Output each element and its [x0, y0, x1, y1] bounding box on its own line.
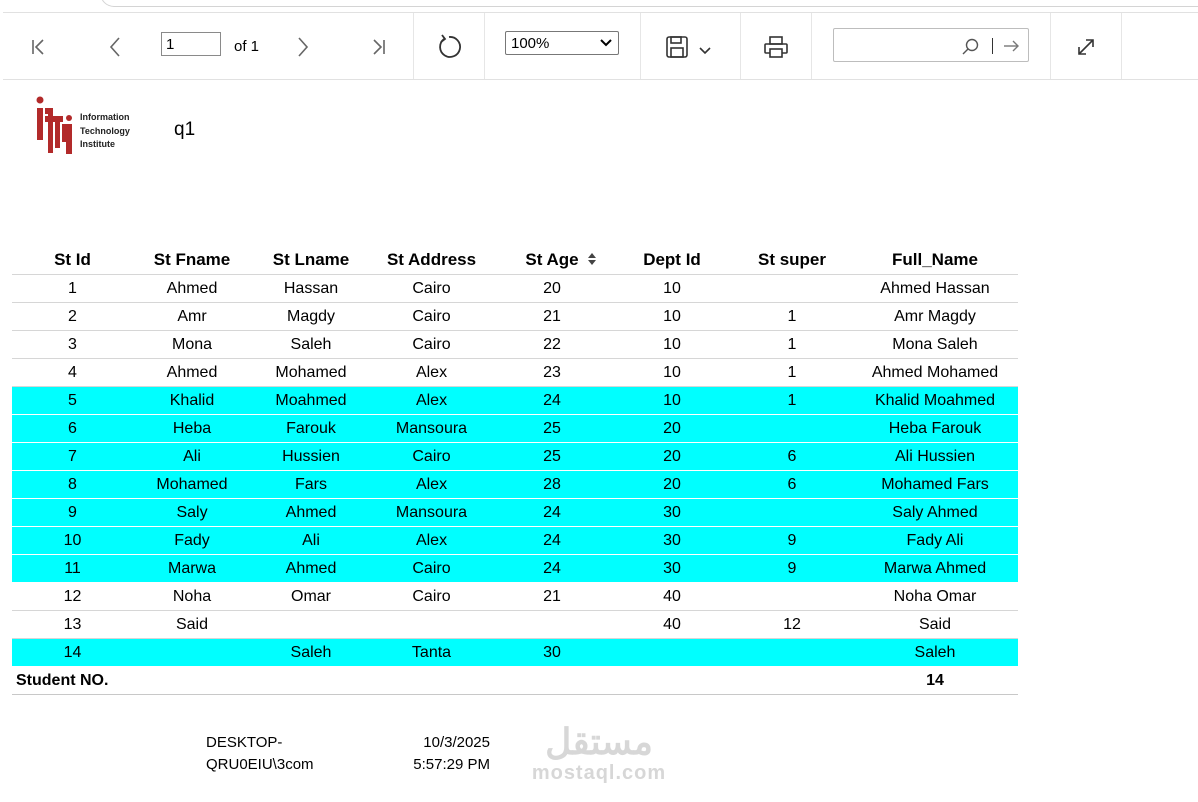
student-count-value: 14 — [852, 667, 1018, 695]
table-row[interactable] — [12, 471, 1018, 499]
computer-name — [206, 732, 314, 776]
cell-st-age: 24 — [492, 527, 612, 555]
table-row[interactable] — [12, 303, 1018, 331]
cell-st-id: 14 — [12, 639, 133, 667]
cell-st-age: 24 — [492, 499, 612, 527]
cell-st-id: 3 — [12, 331, 133, 359]
cell-st-age: 25 — [492, 443, 612, 471]
cell-dept-id: 20 — [612, 443, 732, 471]
previous-page-icon — [105, 36, 125, 58]
column-header-full-name[interactable]: Full_Name — [852, 245, 1018, 275]
next-page-icon — [293, 36, 313, 58]
cell-st-lname: Omar — [251, 583, 371, 611]
student-table — [12, 245, 1018, 695]
cell-st-lname: Ahmed — [251, 555, 371, 583]
cell-full-name: Amr Magdy — [852, 303, 1018, 331]
arrow-right-icon[interactable] — [1002, 37, 1022, 55]
logo-line-2: Technology — [80, 125, 130, 136]
cell-st-super: 6 — [732, 471, 852, 499]
cell-st-fname: Amr — [133, 303, 251, 331]
cell-st-lname: Ahmed — [251, 499, 371, 527]
cell-dept-id: 40 — [612, 583, 732, 611]
table-row[interactable] — [12, 583, 1018, 611]
computer-name-line-1: DESKTOP- — [206, 734, 283, 751]
cell-st-lname: Ali — [251, 527, 371, 555]
student-count-label: Student NO. — [12, 667, 251, 695]
mostaql-watermark — [524, 720, 674, 786]
watermark-latin: mostaql.com — [531, 762, 667, 784]
cell-dept-id: 30 — [612, 499, 732, 527]
export-button[interactable] — [665, 33, 717, 61]
cell-st-address: Alex — [371, 527, 492, 555]
run-date: 10/3/2025 — [423, 734, 490, 751]
cell-st-address: Tanta — [371, 639, 492, 667]
first-page-button[interactable] — [25, 33, 53, 61]
cell-full-name: Ali Hussien — [852, 443, 1018, 471]
report-title: q1 — [174, 119, 196, 140]
cell-st-address: Cairo — [371, 583, 492, 611]
cell-st-id: 10 — [12, 527, 133, 555]
cell-st-super: 9 — [732, 555, 852, 583]
cell-dept-id: 10 — [612, 359, 732, 387]
chevron-down-icon — [697, 45, 713, 57]
table-row[interactable] — [12, 499, 1018, 527]
report-toolbar — [3, 12, 1198, 80]
cell-st-address: Cairo — [371, 443, 492, 471]
cell-full-name: Saly Ahmed — [852, 499, 1018, 527]
cell-st-fname: Ali — [133, 443, 251, 471]
cell-st-fname — [133, 639, 251, 667]
cell-full-name: Saleh — [852, 639, 1018, 667]
table-row[interactable] — [12, 611, 1018, 639]
column-header-st-address[interactable]: St Address — [371, 245, 492, 275]
cell-st-super: 1 — [732, 331, 852, 359]
browser-top-edge — [0, 0, 1198, 10]
cell-st-super: 9 — [732, 527, 852, 555]
refresh-icon — [436, 34, 462, 60]
cell-st-address: Alex — [371, 387, 492, 415]
cell-st-id: 5 — [12, 387, 133, 415]
cell-dept-id: 10 — [612, 387, 732, 415]
table-row[interactable] — [12, 331, 1018, 359]
search-icon[interactable] — [961, 37, 981, 57]
cell-st-age: 23 — [492, 359, 612, 387]
cell-st-address — [371, 611, 492, 639]
column-header-st-lname[interactable]: St Lname — [251, 245, 371, 275]
cell-st-age: 20 — [492, 275, 612, 303]
cell-dept-id: 10 — [612, 303, 732, 331]
cell-st-age: 24 — [492, 387, 612, 415]
zoom-value: 100% — [511, 34, 550, 52]
computer-name-line-2: QRU0EIU\3com — [206, 756, 314, 773]
cell-st-id: 4 — [12, 359, 133, 387]
cell-st-lname: Mohamed — [251, 359, 371, 387]
cell-full-name: Mohamed Fars — [852, 471, 1018, 499]
cell-st-age: 25 — [492, 415, 612, 443]
cell-full-name: Fady Ali — [852, 527, 1018, 555]
cell-st-lname: Fars — [251, 471, 371, 499]
cell-st-fname: Noha — [133, 583, 251, 611]
column-header-st-id[interactable]: St Id — [12, 245, 133, 275]
cell-st-super — [732, 275, 852, 303]
column-header-dept-id[interactable]: Dept Id — [612, 245, 732, 275]
cell-st-id: 9 — [12, 499, 133, 527]
cell-st-super — [732, 499, 852, 527]
print-button[interactable] — [761, 32, 791, 62]
previous-page-button[interactable] — [101, 33, 129, 61]
cell-st-super: 1 — [732, 359, 852, 387]
last-page-icon — [368, 37, 388, 57]
cell-full-name: Heba Farouk — [852, 415, 1018, 443]
cell-st-address: Cairo — [371, 331, 492, 359]
print-icon — [763, 35, 789, 59]
cell-full-name: Ahmed Hassan — [852, 275, 1018, 303]
search-box — [833, 28, 1029, 62]
cell-st-id: 12 — [12, 583, 133, 611]
cell-st-fname: Heba — [133, 415, 251, 443]
table-row[interactable] — [12, 359, 1018, 387]
cell-st-super: 6 — [732, 443, 852, 471]
cell-full-name: Noha Omar — [852, 583, 1018, 611]
cell-st-age: 28 — [492, 471, 612, 499]
cell-st-id: 7 — [12, 443, 133, 471]
cell-full-name: Said — [852, 611, 1018, 639]
cell-st-super: 1 — [732, 303, 852, 331]
fullscreen-button[interactable] — [1071, 32, 1101, 62]
cell-st-fname: Marwa — [133, 555, 251, 583]
zoom-select[interactable] — [505, 31, 619, 55]
cell-st-id: 6 — [12, 415, 133, 443]
cell-st-fname: Mohamed — [133, 471, 251, 499]
cell-st-fname: Khalid — [133, 387, 251, 415]
iti-logo — [35, 96, 145, 156]
cell-dept-id: 20 — [612, 415, 732, 443]
cell-dept-id: 10 — [612, 275, 732, 303]
cell-st-address: Cairo — [371, 555, 492, 583]
cell-st-id: 11 — [12, 555, 133, 583]
cell-st-lname: Saleh — [251, 639, 371, 667]
cell-dept-id: 20 — [612, 471, 732, 499]
sort-icon[interactable] — [587, 251, 597, 267]
refresh-button[interactable] — [433, 31, 465, 63]
next-page-button[interactable] — [289, 33, 317, 61]
cell-st-age: 21 — [492, 303, 612, 331]
cell-st-id: 1 — [12, 275, 133, 303]
cell-st-id: 8 — [12, 471, 133, 499]
iti-logo-mark — [35, 96, 77, 156]
cell-full-name: Mona Saleh — [852, 331, 1018, 359]
column-header-st-fname[interactable]: St Fname — [133, 245, 251, 275]
cell-st-fname: Fady — [133, 527, 251, 555]
table-row[interactable] — [12, 443, 1018, 471]
cell-st-lname — [251, 611, 371, 639]
logo-line-1: Information — [80, 112, 130, 122]
cell-dept-id: 40 — [612, 611, 732, 639]
table-row[interactable] — [12, 415, 1018, 443]
cell-st-lname: Moahmed — [251, 387, 371, 415]
run-time: 5:57:29 PM — [413, 756, 490, 773]
cell-st-age — [492, 611, 612, 639]
cell-full-name: Ahmed Mohamed — [852, 359, 1018, 387]
table-row[interactable] — [12, 275, 1018, 303]
table-row[interactable] — [12, 555, 1018, 583]
cell-st-address: Cairo — [371, 303, 492, 331]
cell-st-address: Alex — [371, 471, 492, 499]
cell-st-fname: Ahmed — [133, 275, 251, 303]
cell-st-fname: Said — [133, 611, 251, 639]
cell-full-name: Marwa Ahmed — [852, 555, 1018, 583]
cell-st-fname: Ahmed — [133, 359, 251, 387]
table-header-row — [12, 245, 1018, 275]
chevron-down-icon — [599, 38, 613, 48]
cell-full-name: Khalid Moahmed — [852, 387, 1018, 415]
page-count-label: of 1 — [234, 38, 260, 55]
cell-st-super: 12 — [732, 611, 852, 639]
cell-st-lname: Hussien — [251, 443, 371, 471]
table-row[interactable] — [12, 639, 1018, 667]
cell-st-age: 21 — [492, 583, 612, 611]
column-header-st-super[interactable]: St super — [732, 245, 852, 275]
cell-dept-id: 30 — [612, 527, 732, 555]
cell-st-super — [732, 639, 852, 667]
table-row[interactable] — [12, 387, 1018, 415]
cell-st-address: Mansoura — [371, 499, 492, 527]
fullscreen-icon — [1075, 36, 1097, 58]
run-datetime — [380, 732, 490, 776]
column-header-st-age-label: St Age — [525, 249, 579, 269]
cell-st-super — [732, 583, 852, 611]
table-row[interactable] — [12, 527, 1018, 555]
cell-st-age: 24 — [492, 555, 612, 583]
cell-st-lname: Farouk — [251, 415, 371, 443]
watermark-arabic: مستقل — [545, 721, 653, 762]
cell-st-address: Alex — [371, 359, 492, 387]
logo-line-3: Institute — [80, 139, 115, 149]
cell-st-id: 2 — [12, 303, 133, 331]
column-header-st-age[interactable] — [492, 245, 612, 275]
search-input[interactable] — [838, 33, 960, 59]
table-footer-row — [12, 667, 1018, 695]
cell-st-lname: Hassan — [251, 275, 371, 303]
cell-st-lname: Saleh — [251, 331, 371, 359]
cell-dept-id: 30 — [612, 555, 732, 583]
cell-st-super — [732, 415, 852, 443]
cell-st-age: 22 — [492, 331, 612, 359]
cell-st-fname: Saly — [133, 499, 251, 527]
cell-st-age: 30 — [492, 639, 612, 667]
cell-st-super: 1 — [732, 387, 852, 415]
page-number-input[interactable] — [161, 32, 221, 56]
first-page-icon — [29, 37, 49, 57]
cell-dept-id — [612, 639, 732, 667]
cell-st-fname: Mona — [133, 331, 251, 359]
cell-dept-id: 10 — [612, 331, 732, 359]
cell-st-id: 13 — [12, 611, 133, 639]
last-page-button[interactable] — [364, 33, 392, 61]
cell-st-address: Mansoura — [371, 415, 492, 443]
cell-st-address: Cairo — [371, 275, 492, 303]
cell-st-lname: Magdy — [251, 303, 371, 331]
save-icon — [665, 35, 689, 59]
